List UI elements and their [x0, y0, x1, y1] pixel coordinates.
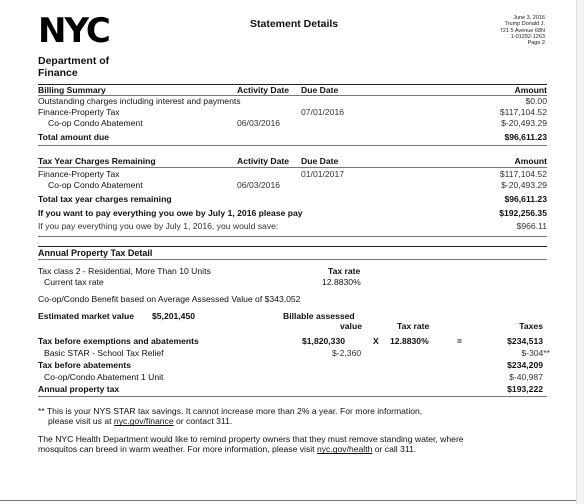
savings-label: If you pay everything you owe by July 1, 2016, you would save: — [38, 221, 279, 231]
finance-link[interactable]: nyc.gov/finance — [113, 416, 174, 427]
page-title: Statement Details — [250, 18, 339, 30]
abatement-label: Co-op/Condo Abatement 1 Unit — [44, 372, 164, 382]
star-note-line-2 — [38, 416, 548, 426]
rule-annual-header — [38, 259, 547, 260]
billing-row-label: Outstanding charges including interest and payments — [38, 96, 241, 106]
equals-sign: = — [457, 336, 463, 346]
before-abatements-tax: $234,209 — [507, 360, 543, 370]
health-note-line-2 — [38, 444, 553, 454]
meta-bbl: 1-01292-1263 — [510, 33, 545, 40]
annual-section-title: Annual Property Tax Detail — [38, 248, 153, 258]
rule-annual-top — [38, 246, 547, 247]
statement-meta — [470, 15, 545, 47]
star-note-line-1: ** This is your NYS STAR tax savings. It cannot increase more than 2% a year. For more information, — [38, 406, 423, 416]
department-name — [38, 56, 109, 79]
health-note-post: or call 311. — [372, 444, 417, 455]
tax-year-row-amount: $117,104.52 — [499, 169, 547, 179]
coop-benefit: Co-op/Condo Benefit based on Average Assessed Value of $343,052 — [38, 294, 301, 304]
before-exemptions-tax: $234,513 — [507, 336, 543, 346]
health-note-pre: mosquitos can breed in warm weather. For more information, please visit — [38, 444, 317, 455]
billing-row-due: 07/01/2016 — [301, 107, 345, 117]
tax-year-total-label: Total tax year charges remaining — [38, 194, 172, 204]
billing-row-label: Finance-Property Tax — [38, 107, 120, 117]
billing-summary-header: Billing Summary — [38, 85, 106, 95]
annual-tax-value: $193,222 — [507, 384, 543, 394]
billable-header-value: value — [340, 321, 362, 331]
health-link[interactable]: nyc.gov/health — [316, 444, 373, 455]
billing-total-label: Total amount due — [38, 132, 109, 142]
annual-tax-label: Annual property tax — [38, 384, 120, 394]
tax-year-row-label: Co-op Condo Abatement — [48, 180, 143, 190]
est-market-value: $5,201,450 — [152, 311, 196, 321]
meta-address: 721 5 Avenue 68N — [499, 27, 545, 34]
billing-total-amount: $96,611.23 — [504, 132, 547, 142]
tax-year-row-label: Finance-Property Tax — [38, 169, 120, 179]
rule-tax-year-header — [38, 167, 547, 168]
star-note-pre: please visit us at — [48, 416, 114, 427]
meta-page: Page 2 — [527, 40, 545, 47]
before-exemptions-label: Tax before exemptions and abatements — [38, 336, 199, 346]
savings-amount: $966.11 — [516, 221, 547, 231]
tax-year-amount-header: Amount — [514, 156, 547, 166]
billing-due-header: Due Date — [301, 85, 339, 95]
page-bottom-rule — [0, 500, 576, 501]
rule-annual-end — [38, 396, 547, 397]
pay-all-amount: $192,256.35 — [499, 208, 547, 218]
times-sign: X — [373, 336, 379, 346]
star-label: Basic STAR - School Tax Relief — [44, 348, 164, 358]
meta-date: June 3, 2016 — [513, 15, 545, 21]
rule-tax-year-end — [38, 236, 547, 237]
tax-year-row-amount: $-20,493.29 — [501, 180, 547, 190]
before-exemptions-rate: 12.8830% — [390, 336, 429, 346]
taxrate-col-header: Tax rate — [397, 321, 430, 331]
tax-year-total-amount: $96,611.23 — [504, 194, 547, 204]
star-note-post: or contact 311. — [173, 416, 233, 427]
current-rate-label: Current tax rate — [44, 277, 104, 287]
billing-row-amount: $0.00 — [525, 96, 547, 106]
abatement-tax: $-40,987 — [509, 372, 543, 382]
est-market-label: Estimated market value — [38, 311, 135, 321]
rule-billing-total — [38, 145, 547, 146]
star-value: $-2,360 — [332, 348, 362, 358]
tax-class: Tax class 2 - Residential, More Than 10 Units — [38, 266, 211, 276]
billing-row-label: Co-op Condo Abatement — [48, 118, 143, 128]
dept-line-1: Department of — [38, 55, 110, 67]
tax-rate-header: Tax rate — [328, 266, 361, 276]
billable-header: Billable assessed — [283, 311, 355, 321]
page-edge — [576, 0, 584, 504]
taxes-col-header: Taxes — [519, 321, 543, 331]
meta-owner: Trump Donald J. — [504, 21, 545, 28]
nyc-logo: NYC — [38, 11, 109, 51]
tax-year-activity-header: Activity Date — [237, 156, 290, 166]
dept-line-2: Finance — [38, 66, 78, 79]
health-note — [38, 434, 553, 455]
billing-row-amount: $117,104.52 — [499, 107, 547, 117]
tax-year-row-due: 01/01/2017 — [301, 169, 345, 179]
billing-row-activity: 06/03/2016 — [237, 118, 281, 128]
tax-year-row-activity: 06/03/2016 — [237, 180, 281, 190]
billing-row-amount: $-20,493.29 — [501, 118, 547, 128]
tax-year-header: Tax Year Charges Remaining — [38, 156, 156, 166]
pay-all-label: If you want to pay everything you owe by July 1, 2016 please pay — [38, 208, 303, 218]
before-exemptions-value: $1,820,330 — [302, 336, 346, 346]
star-tax: $-304** — [521, 348, 550, 358]
before-abatements-label: Tax before abatements — [38, 360, 131, 370]
billing-activity-header: Activity Date — [237, 85, 290, 95]
current-rate-value: 12.8830% — [322, 277, 361, 287]
star-note — [38, 406, 548, 427]
health-note-line-1: The NYC Health Department would like to remind property owners that they must remove standing water, where — [38, 434, 464, 444]
billing-amount-header: Amount — [514, 85, 547, 95]
tax-year-due-header: Due Date — [301, 156, 339, 166]
